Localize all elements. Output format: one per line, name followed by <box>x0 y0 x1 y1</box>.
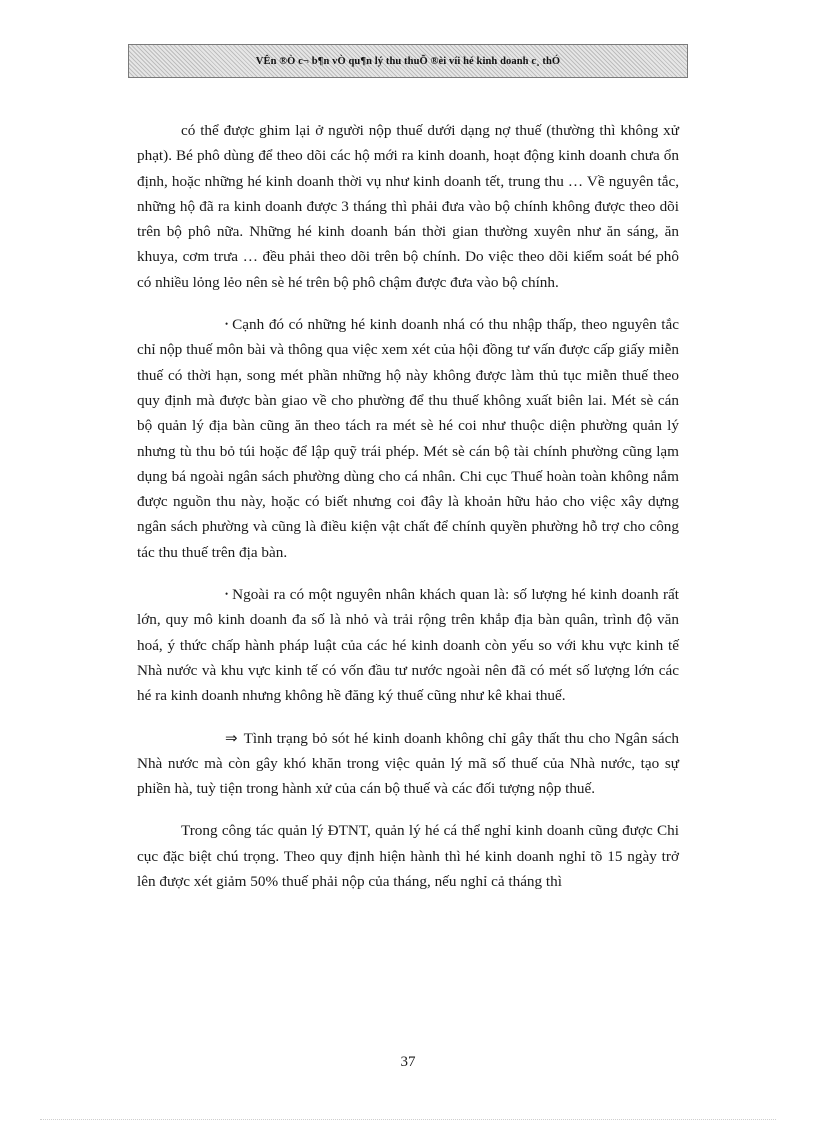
bullet-marker: • <box>225 319 229 330</box>
paragraph-3 <box>137 582 679 708</box>
paragraph-4-text: Tình trạng bỏ sót hé kinh doanh không chỉ gây thất thu cho Ngân sách Nhà nước mà còn gây khó khăn trong việc quản lý mã số thuế của Nhà nước, tạo sự phiền hà, tuỳ tiện trong hành xử của cán bộ thuế và các đối tượng nộp thuế. <box>137 729 679 798</box>
paragraph-3-text: Ngoài ra có một nguyên nhân khách quan là: số lượng hé kinh doanh rất lớn, quy mô kinh doanh đa số là nhỏ và trải rộng trên khắp địa bàn quân, trình độ văn hoá, ý thức chấp hành pháp luật của các hé kinh doanh còn yếu so với khu vực kinh tế Nhà nước và khu vực kinh tế có vốn đầu tư nước ngoài nên đã có mét số lượng lớn các hé ra kinh doanh nhưng không hề đăng ký thuế cũng như kê khai thuế. <box>137 586 679 705</box>
paragraph-2 <box>137 312 679 565</box>
page-number: 37 <box>400 1054 416 1070</box>
paragraph-4 <box>137 726 679 802</box>
paragraph-2-text: Cạnh đó có những hé kinh doanh nhá có thu nhập thấp, theo nguyên tắc chỉ nộp thuế môn bài và thông qua việc xem xét của hội đồng tư vấn được cấp giấy miễn thuế có thời hạn, song mét phần những hộ này không được làm thủ tục miễn thuế theo quy định mà được bàn giao về cho phường để thu thuế không xuất biên lai. Mét sè cán bộ quản lý địa bàn cũng ăn theo tách ra mét sè hé coi như thuộc diện phường quản lý nhưng tù thu bỏ túi hoặc để lập quỹ trái phép. Mét sè cán bộ tài chính phường cũng lạm dụng bá ngoài ngân sách phường dùng cho cá nhân. Chi cục Thuế hoàn toàn không nắm được nguồn thu này, hoặc có biết nhưng coi đây là khoản hữu hảo cho việc xây dựng ngân sách phường và cũng là điều kiện vật chất để chính quyền phường hỗ trợ cho công tác thu thuế trên địa bàn. <box>137 316 679 561</box>
footer-divider <box>40 1119 776 1120</box>
document-body <box>137 118 679 894</box>
paragraph-5 <box>137 818 679 894</box>
running-header <box>128 44 688 78</box>
paragraph-1 <box>137 118 679 295</box>
bullet-marker: • <box>225 589 229 600</box>
running-header-title: VÊn ®Ò c¬ b¶n vÒ qu¶n lý thu thuÕ ®èi víi hé kinh doanh c¸ thÓ <box>255 55 561 67</box>
paragraph-5-text: Trong công tác quản lý ĐTNT, quản lý hé cá thể nghỉ kinh doanh cũng được Chi cục đặc biệt chú trọng. Theo quy định hiện hành thì hé kinh doanh nghỉ tõ 15 ngày trở lên được xét giảm 50% thuế phải nộp của tháng, nếu nghỉ cả tháng thì <box>137 822 679 891</box>
implies-arrow-icon: ⇒ <box>225 728 238 747</box>
paragraph-1-text: có thể được ghim lại ở người nộp thuế dưới dạng nợ thuế (thường thì không xử phạt). Bé phô dùng để theo dõi các hộ mới ra kinh doanh, hoạt động kinh doanh chưa ổn định, hoặc những hé kinh doanh thời vụ như kinh doanh tết, trung thu … Về nguyên tắc, những hộ đã ra kinh doanh được 3 tháng thì phải đưa vào bộ chính không được theo dõi trên bộ phô nữa. Những hé kinh doanh bán thời gian thường xuyên như ăn sáng, ăn khuya, cơm trưa … đều phải theo dõi trên bộ chính. Do việc theo dõi kiểm soát bé phô có nhiều lỏng lẻo nên sè hé trên bộ phô chậm được đưa vào bộ chính. <box>137 122 679 291</box>
